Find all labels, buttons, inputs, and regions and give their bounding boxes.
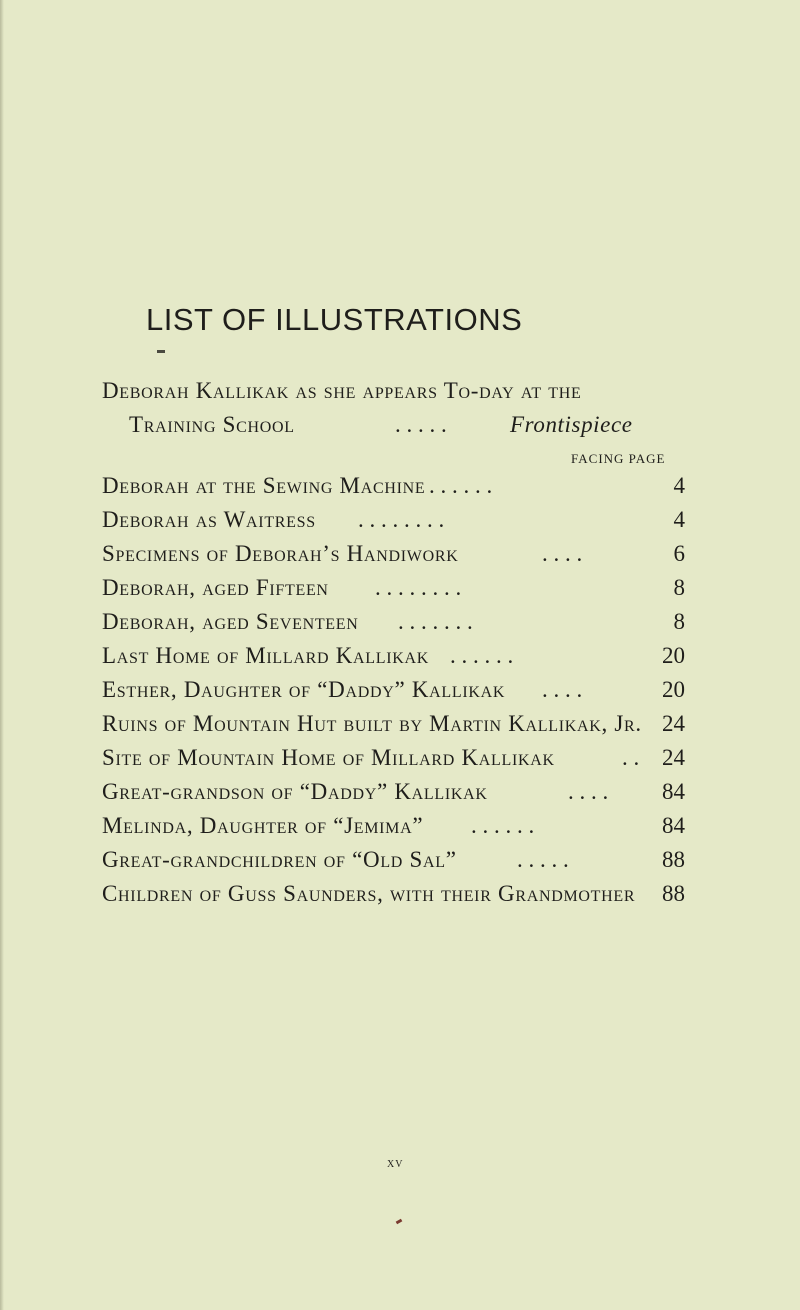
illustration-title: Children of Guss Saunders, with their Grandmother [102,881,636,906]
leader-dots: . . . . . . . [398,609,473,634]
page-number: 6 [673,541,685,566]
illustration-title: Great-grandchildren of “Old Sal” [102,847,457,872]
illustration-title: Deborah at the Sewing Machine [102,473,426,498]
frontispiece-caption: Frontispiece [510,412,633,437]
page-number: 88 [662,881,685,906]
page-number: 20 [662,677,685,702]
page-number: 8 [673,575,685,600]
illustration-title: Ruins of Mountain Hut built by Martin Kallikak, Jr. [102,711,642,736]
illustration-title: Deborah, aged Fifteen [102,575,329,600]
page-number: 4 [673,507,685,532]
page-number: 4 [673,473,685,498]
page-number: 8 [673,609,685,634]
leader-dots: . . . . [568,779,609,804]
leader-dots: . . . . [542,677,583,702]
illustration-title: Last Home of Millard Kallikak [102,643,430,668]
page-number: 88 [662,847,685,872]
page-title: LIST OF ILLUSTRATIONS [146,302,523,337]
leader-dots: . . . . . . . . [358,507,445,532]
illustration-title: Great-grandson of “Daddy” Kallikak [102,779,488,804]
page-number: 24 [662,745,685,770]
ink-mark [396,1219,403,1225]
illustration-title: Melinda, Daughter of “Jemima” [102,813,424,838]
leader-dots: . . . . . . [450,643,514,668]
leader-dots: . . . . . . [471,813,535,838]
page-folio: xv [387,1156,404,1171]
illustration-title: Deborah as Waitress [102,507,316,532]
printer-mark [157,350,165,353]
illustration-title: Site of Mountain Home of Millard Kallikak [102,745,555,770]
leader-dots: . . . . [542,541,583,566]
page-number: 84 [662,813,685,838]
frontispiece-title-line-2: Training School [129,412,295,437]
leader-dots: . . . . . . [429,473,493,498]
frontispiece-title-line-1: Deborah Kallikak as she appears To-day at the [102,378,582,403]
illustration-title: Specimens of Deborah’s Handiwork [102,541,459,566]
page-edge-shadow [0,0,4,1310]
page-number: 24 [662,711,685,736]
page-number: 84 [662,779,685,804]
facing-page-header: FACING PAGE [571,451,666,466]
leader-dots: . . [622,745,640,770]
illustration-title: Deborah, aged Seventeen [102,609,359,634]
leader-dots: . . . . . [517,847,569,872]
illustration-title: Esther, Daughter of “Daddy” Kallikak [102,677,506,702]
page-number: 20 [662,643,685,668]
leader-dots: . . . . . . . . [375,575,462,600]
frontispiece-leader-dots: . . . . . [395,412,447,437]
